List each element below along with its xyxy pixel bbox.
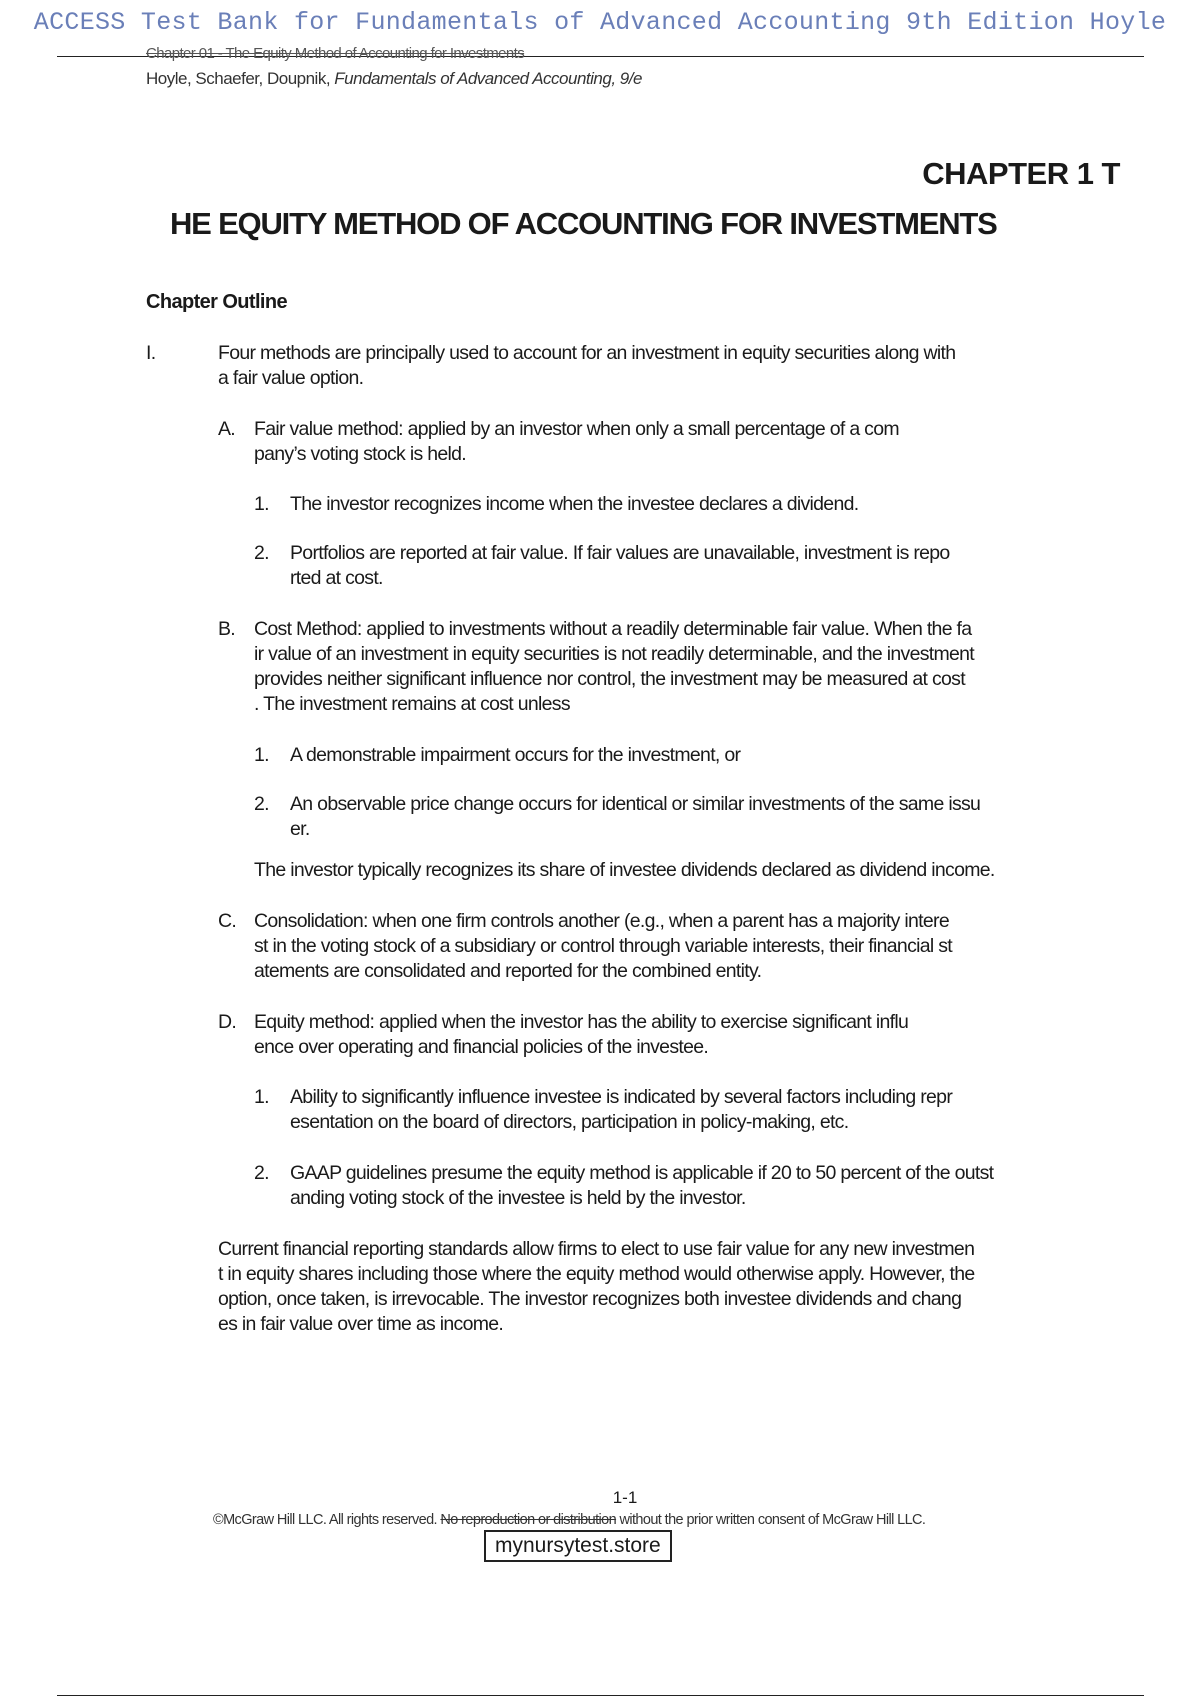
text-line: t in equity shares including those where the equity method would otherwise apply. However, the bbox=[218, 1263, 975, 1285]
chapter-title: HE EQUITY METHOD OF ACCOUNTING FOR INVESTMENTS bbox=[170, 206, 997, 241]
outline-item-B-2 bbox=[290, 792, 980, 842]
chapter-label: CHAPTER 1 T bbox=[922, 156, 1120, 191]
book-title: Fundamentals of Advanced Accounting, 9/e bbox=[334, 69, 642, 88]
text-line: a fair value option. bbox=[218, 367, 364, 389]
marker-D: D. bbox=[218, 1011, 237, 1033]
text-line: Current financial reporting standards allow firms to elect to use fair value for any new investmen bbox=[218, 1238, 975, 1260]
outline-item-I-text bbox=[218, 341, 955, 391]
marker-B-2: 2. bbox=[254, 793, 269, 815]
outline-heading: Chapter Outline bbox=[146, 291, 288, 313]
text-line: er. bbox=[290, 818, 310, 840]
outline-item-A-2 bbox=[290, 541, 950, 591]
text-line: Ability to significantly influence investee is indicated by several factors including repr bbox=[290, 1086, 953, 1108]
text-line: An observable price change occurs for identical or similar investments of the same issu bbox=[290, 793, 981, 815]
copyright-notice bbox=[213, 1512, 925, 1528]
outline-item-D-1 bbox=[290, 1085, 952, 1135]
text-line: es in fair value over time as income. bbox=[218, 1313, 504, 1335]
footer-rule bbox=[57, 1695, 1144, 1696]
marker-B-1: 1. bbox=[254, 744, 269, 766]
copyright-pre: ©McGraw Hill LLC. All rights reserved. bbox=[213, 1512, 441, 1528]
marker-D-1: 1. bbox=[254, 1086, 269, 1108]
text-line: rted at cost. bbox=[290, 567, 383, 589]
marker-A: A. bbox=[218, 418, 236, 440]
outline-item-B-1 bbox=[290, 743, 740, 768]
outline-item-B-note: The investor typically recognizes its share of investee dividends declared as dividend income. bbox=[254, 859, 995, 881]
outline-item-A-1 bbox=[290, 492, 858, 517]
text-line: st in the voting stock of a subsidiary or control through variable interests, their financial st bbox=[254, 935, 953, 957]
marker-A-1: 1. bbox=[254, 493, 269, 515]
text-line: A demonstrable impairment occurs for the investment, or bbox=[290, 744, 741, 766]
outline-item-A bbox=[254, 417, 899, 467]
closing-paragraph bbox=[218, 1237, 975, 1337]
page-banner-title: ACCESS Test Bank for Fundamentals of Advanced Accounting 9th Edition Hoyle bbox=[33, 8, 1167, 37]
page-number: 1-1 bbox=[612, 1488, 638, 1507]
text-line: . The investment remains at cost unless bbox=[254, 693, 570, 715]
marker-B: B. bbox=[218, 618, 236, 640]
watermark-box: mynursytest.store bbox=[484, 1530, 672, 1562]
text-line: esentation on the board of directors, participation in policy-making, etc. bbox=[290, 1111, 849, 1133]
text-line: pany’s voting stock is held. bbox=[254, 443, 467, 465]
text-line: option, once taken, is irrevocable. The investor recognizes both investee dividends and chang bbox=[218, 1288, 962, 1310]
marker-A-2: 2. bbox=[254, 542, 269, 564]
text-line: provides neither significant influence nor control, the investment may be measured at cost bbox=[254, 668, 965, 690]
text-line: atements are consolidated and reported for the combined entity. bbox=[254, 960, 762, 982]
text-line: ir value of an investment in equity securities is not readily determinable, and the investment bbox=[254, 643, 975, 665]
text-line: Four methods are principally used to account for an investment in equity securities along with bbox=[218, 342, 956, 364]
text-line: Portfolios are reported at fair value. If fair values are unavailable, investment is repo bbox=[290, 542, 950, 564]
copyright-post: without the prior written consent of McGraw Hill LLC. bbox=[616, 1512, 926, 1528]
authors: Hoyle, Schaefer, Doupnik, bbox=[146, 69, 335, 88]
text-line: Consolidation: when one firm controls another (e.g., when a parent has a majority intere bbox=[254, 910, 949, 932]
text-line: ence over operating and financial policies of the investee. bbox=[254, 1036, 709, 1058]
outline-item-C bbox=[254, 909, 952, 984]
marker-C: C. bbox=[218, 910, 237, 932]
copyright-strike: No reproduction or distribution bbox=[440, 1512, 617, 1528]
marker-I: I. bbox=[146, 342, 156, 364]
outline-item-D bbox=[254, 1010, 908, 1060]
outline-item-B bbox=[254, 617, 974, 717]
chapter-header: Chapter 01 - The Equity Method of Accounting for Investments bbox=[146, 45, 525, 62]
text-line: anding voting stock of the investee is held by the investor. bbox=[290, 1187, 746, 1209]
marker-D-2: 2. bbox=[254, 1162, 269, 1184]
outline-item-D-2 bbox=[290, 1161, 993, 1211]
book-citation bbox=[146, 69, 642, 89]
text-line: Fair value method: applied by an investor when only a small percentage of a com bbox=[254, 418, 899, 440]
text-line: The investor recognizes income when the investee declares a dividend. bbox=[290, 493, 859, 515]
text-line: Cost Method: applied to investments without a readily determinable fair value. When the fa bbox=[254, 618, 972, 640]
text-line: GAAP guidelines presume the equity method is applicable if 20 to 50 percent of the outst bbox=[290, 1162, 994, 1184]
text-line: Equity method: applied when the investor has the ability to exercise significant influ bbox=[254, 1011, 909, 1033]
